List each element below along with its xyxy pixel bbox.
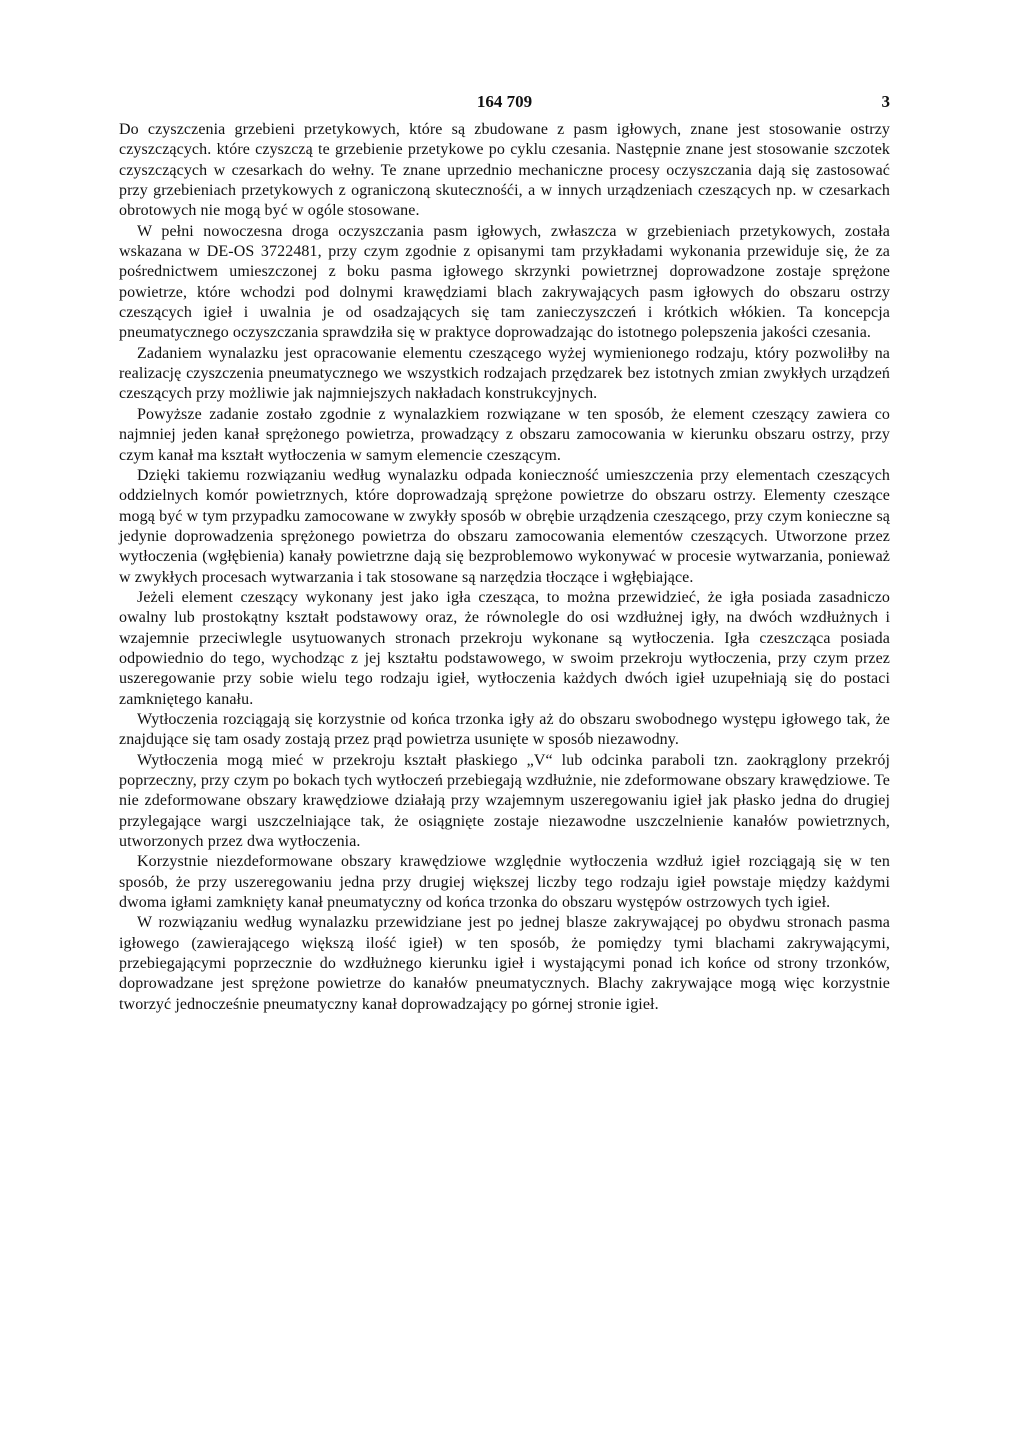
- paragraph: Dzięki takiemu rozwiązaniu według wynalazku odpada konieczność umieszczenia przy elementach czeszących oddzielnych komór powietrznych, które doprowadzają sprężone powietrze do obszaru ostrzy. Elementy czeszące mogą być w tym przypadku zamocowane w zwykły sposób w obrębie urządzenia czeszącego, przy czym konieczne są jedynie doprowadzenia sprężonego powietrza do obszaru zamocowania elementów czeszących. Utworzone przez wytłoczenia (wgłębienia) kanały powietrzne dają się bezproblemowo wykonywać w procesie wytwarzania, ponieważ w zwykłych procesach wytwarzania i tak stosowane są narzędzia tłoczące i wgłębiające.: [119, 466, 890, 586]
- paragraph: Zadaniem wynalazku jest opracowanie elementu czeszącego wyżej wymienionego rodzaju, który pozwoliłby na realizację czyszczenia pneumatycznego we wszystkich rodzajach przędzarek bez istotnych zmian zwykłych urządzeń czeszących przy możliwie jak najmniejszych nakładach konstrukcyjnych.: [119, 344, 890, 403]
- page-header: [119, 92, 890, 120]
- page-number: 3: [881, 92, 890, 111]
- paragraph: Korzystnie niezdeformowane obszary krawędziowe względnie wytłoczenia wzdłuż igieł rozciągają się w ten sposób, że przy uszeregowaniu jedna przy drugiej większej liczby tego rodzaju igieł powstaje między każdymi dwoma igłami zamknięty kanał pneumatyczny od końca trzonka do obszaru występów ostrzowych tych igieł.: [119, 853, 890, 912]
- paragraph: Wytłoczenia mogą mieć w przekroju kształt płaskiego „V“ lub odcinka paraboli tzn. zaokrąglony przekrój poprzeczny, przy czym po bokach tych wytłoczeń przebiegają wzdłużnie, nie zdeformowane obszary krawędziowe. Te nie zdeformowane obszary krawędziowe działają przy wzajemnym uszeregowaniu igieł jak płasko jedna do drugiej przylegające wargi uszczelniające tak, że osiągnięte zostaje niezawodne uszczelnienie kanałów powietrznych, utworzonych przez dwa wytłoczenia.: [119, 751, 890, 851]
- paragraph: Powyższe zadanie zostało zgodnie z wynalazkiem rozwiązane w ten sposób, że element czeszący zawiera co najmniej jeden kanał sprężonego powietrza, prowadzący z obszaru zamocowania w kierunku obszaru ostrzy, przy czym kanał ma kształt wytłoczenia w samym elemencie czeszącym.: [119, 405, 890, 464]
- paragraph: W rozwiązaniu według wynalazku przewidziane jest po jednej blasze zakrywającej po obydwu stronach pasma igłowego (zawierającego większą ilość igieł) w ten sposób, że pomiędzy tymi blachami zakrywającymi, przebiegającymi poprzecznie do wzdłużnego kierunku igieł i wystającymi ponad ich końce od strony trzonków, doprowadzane jest sprężone powietrze do kanałów pneumatycznych. Blachy zakrywające mogą więc korzystnie tworzyć jednocześnie pneumatyczny kanał doprowadzający po górnej stronie igieł.: [119, 914, 890, 1013]
- paragraph: Wytłoczenia rozciągają się korzystnie od końca trzonka igły aż do obszaru swobodnego występu igłowego tak, że znajdujące się tam osady zostają przez prąd powietrza usunięte w sposób niezawodny.: [119, 710, 890, 749]
- paragraph: W pełni nowoczesna droga oczyszczania pasm igłowych, zwłaszcza w grzebieniach przetykowych, została wskazana w DE-OS 3722481, przy czym zgodnie z opisanymi tam przykładami wykonania przewiduje się, że za pośrednictwem umieszczonej z boku pasma igłowego skrzynki powietrznej doprowadzone zostaje sprężone powietrze, które wchodzi pod dolnymi krawędziami blach zakrywających pasm igłowych do obszaru ostrzy czeszących igieł i uwalnia je od osadzających się tam zanieczyszczeń i krótkich włókien. Ta koncepcja pneumatycznego oczyszczania sprawdziła się w praktyce doprowadzając do istotnego polepszenia jakości czesania.: [119, 222, 890, 342]
- document-page: [119, 92, 890, 1015]
- paragraph: Do czyszczenia grzebieni przetykowych, które są zbudowane z pasm igłowych, znane jest stosowanie ostrzy czyszczących. które czyszczą te grzebienie przetykowe po cyklu czesania. Następnie znane jest stosowanie szczotek czyszczących w czesarkach do wełny. Te znane uprzednio mechaniczne procesy oczyszczania dają się zastosować przy grzebieniach przetykowych z ograniczoną skutecznośći, a w innych urządzeniach czeszących np. w czesarkach obrotowych nie mogą być w ogóle stosowane.: [119, 121, 890, 220]
- document-number: 164 709: [476, 92, 533, 111]
- paragraph: Jeżeli element czeszący wykonany jest jako igła czesząca, to można przewidzieć, że igła posiada zasadniczo owalny lub prostokątny kształt podstawowy oraz, że równolegle do osi wzdłużnej igły, na dwóch wzdłużnych i wzajemnie przeciwlegle usytuowanych stronach przekroju wykonane są wytłoczenia. Igła czeszcząca posiada odpowiednio do tego, wychodząc z jej kształtu podstawowego, w swoim przekroju wytłoczenia, przy czym przez uszeregowanie przy sobie wielu tego rodzaju igieł, wytłoczenia każdych dwóch igieł uzupełniają się do postaci zamkniętego kanału.: [119, 588, 890, 708]
